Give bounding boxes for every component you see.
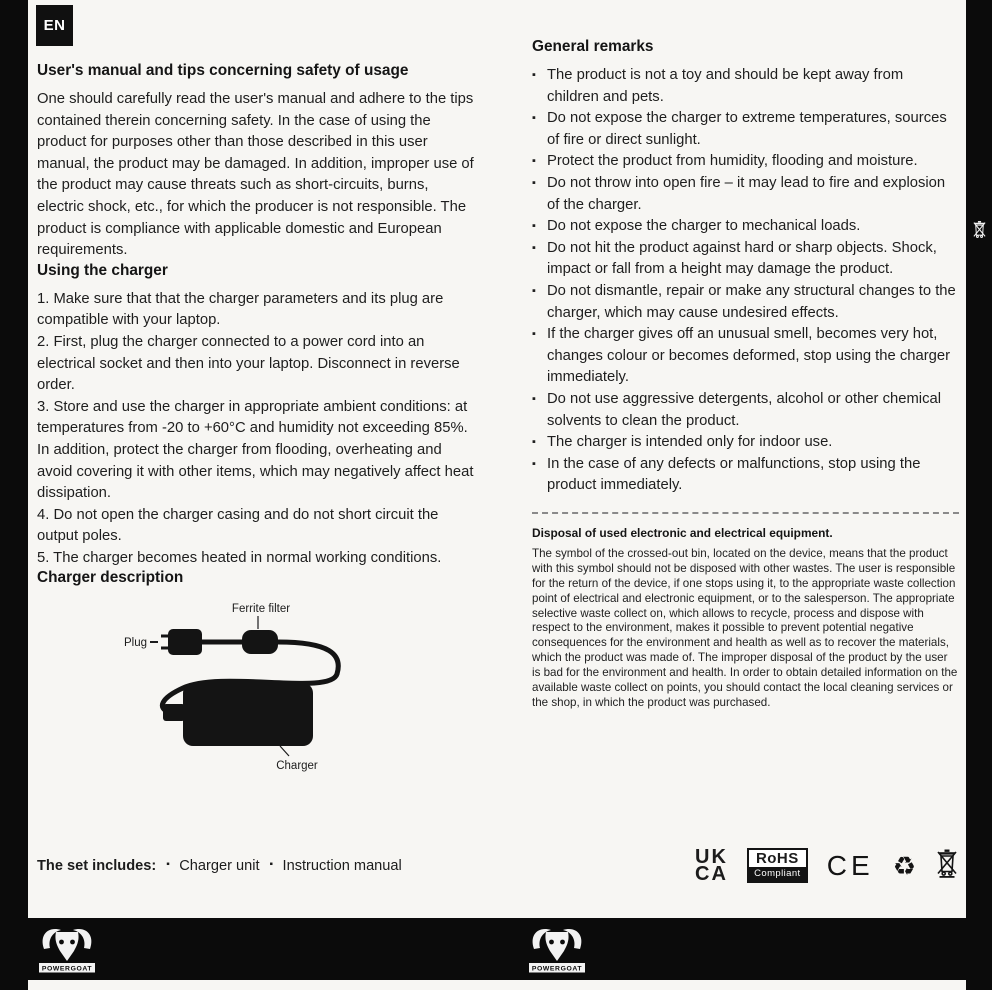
charger-description-heading: Charger description: [37, 569, 184, 587]
set-includes-label: The set includes:: [37, 858, 157, 874]
ferrite-filter-label: Ferrite filter: [231, 603, 291, 616]
disposal-heading: Disposal of used electronic and electrical equipment.: [532, 525, 833, 540]
certification-marks: [532, 845, 959, 885]
dc-connector-shape: [163, 704, 185, 721]
language-badge: EN: [36, 5, 73, 46]
list-item: ▪ Do not throw into open fire – it may lead to fire and explosion of the charger.: [532, 173, 959, 216]
list-item: ▪ Do not dismantle, repair or make any structural changes to the charger, which may cause undesired effects.: [532, 281, 959, 324]
rohs-compliant-label: Compliant: [749, 867, 806, 881]
brand-name: POWERGOAT: [41, 965, 93, 973]
charger-label: Charger: [276, 760, 318, 773]
recycle-icon: ♻: [892, 850, 916, 881]
plug-label: Plug: [123, 637, 147, 650]
weee-bin-icon: [935, 848, 959, 883]
list-item: 2. First, plug the charger connected to a power cord into an electrical socket and then into your laptop. Disconnect in reverse order.: [37, 333, 460, 394]
list-item: ▪ Do not use aggressive detergents, alcohol or other chemical solvents to clean the product.: [532, 389, 959, 432]
footer-bar: [0, 918, 992, 980]
charger-brick-shape: [183, 683, 313, 746]
general-remarks-heading: General remarks: [532, 38, 654, 55]
list-item: ▪ Do not hit the product against hard or sharp objects. Shock, impact or fall from a height may damage the product.: [532, 238, 959, 281]
list-item: ▪ Do not expose the charger to mechanical loads.: [532, 216, 959, 238]
list-item: ▪ Protect the product from humidity, flooding and moisture.: [532, 151, 959, 173]
goat-skull: [55, 932, 78, 961]
right-page-border: [966, 0, 992, 990]
list-item: ▪ The charger is intended only for indoor use.: [532, 432, 959, 454]
list-item: ▪ The product is not a toy and should be kept away from children and pets.: [532, 65, 959, 108]
general-remarks-list: [532, 65, 959, 497]
dashed-divider: [532, 512, 959, 514]
margin-weee-bin-icon: [972, 220, 987, 244]
list-item: 5. The charger becomes heated in normal working conditions.: [37, 549, 442, 566]
brand-emblem: [38, 923, 96, 980]
using-charger-list: [37, 289, 474, 570]
set-includes: [37, 858, 507, 874]
list-item: ▪ In the case of any defects or malfunctions, stop using the product immediately.: [532, 454, 959, 497]
ukca-bottom: CA: [695, 862, 728, 885]
intro-body: One should carefully read the user's manual and adhere to the tips contained therein concerning safety. In the case of using the product for purposes other than those described in this user manual, the product may be damaged. In addition, improper use of the product may cause threats such as short-circuits, burns, electric shock, etc., for which the producer is not responsible. The product is compliance with applicable domestic and European requirements.: [37, 91, 474, 259]
rohs-mark: [747, 848, 808, 883]
goat-skull: [545, 932, 568, 961]
using-charger-heading: Using the charger: [37, 261, 168, 279]
list-item: ▪ Do not expose the charger to extreme temperatures, sources of fire or direct sunlight.: [532, 108, 959, 151]
set-includes-item: ▪ Charger unit: [166, 858, 259, 874]
plug-shape: [168, 629, 202, 655]
ce-mark: CE: [826, 849, 874, 881]
rohs-label: RoHS: [755, 850, 799, 867]
intro-heading: User's manual and tips concerning safety of usage: [37, 62, 409, 79]
charger-diagram: [37, 596, 474, 789]
list-item: 3. Store and use the charger in appropriate ambient conditions: at temperatures from -20 to +60°C and humidity not exceeding 85%. In addition, protect the charger from flooding, overheating and avoid covering it with other items, which may negatively affect heat dissipation.: [37, 398, 474, 502]
ukca-mark: [695, 845, 728, 885]
right-column: [532, 38, 959, 711]
ukca-top: UK: [695, 845, 728, 868]
list-item: 1. Make sure that that the charger parameters and its plug are compatible with your laptop.: [37, 290, 444, 329]
set-includes-item: ▪ Instruction manual: [270, 858, 402, 874]
ferrite-filter-shape: [242, 630, 278, 654]
list-item: 4. Do not open the charger casing and do not short circuit the output poles.: [37, 506, 439, 545]
left-page-border: [0, 0, 28, 990]
brand-name: POWERGOAT: [531, 965, 583, 973]
brand-emblem: [528, 923, 586, 980]
disposal-body: The symbol of the crossed-out bin, located on the device, means that the product with this symbol should not be disposed with other wastes. The user is responsible for the return of the device, if one stops using it, to the appropriate waste collection point of electrical and electronic equipment, or to the salesperson. The appropriate selective waste collect on, which allows to recycle, process and dispose with respect to the environment, makes it possible to prevent potential negative consequences for the environment and health as well as to recover the materials, which the product was made of. The improper disposal of the product by the user is bad for the environment and health. In order to obtain detailed information on the available waste collect on points, you should contact the local cleaning services or the shop, in which the product was purchased.: [532, 546, 958, 709]
list-item: ▪ If the charger gives off an unusual smell, becomes very hot, changes colour or becomes deformed, stop using the charger immediately.: [532, 324, 959, 389]
left-column: [37, 62, 474, 789]
